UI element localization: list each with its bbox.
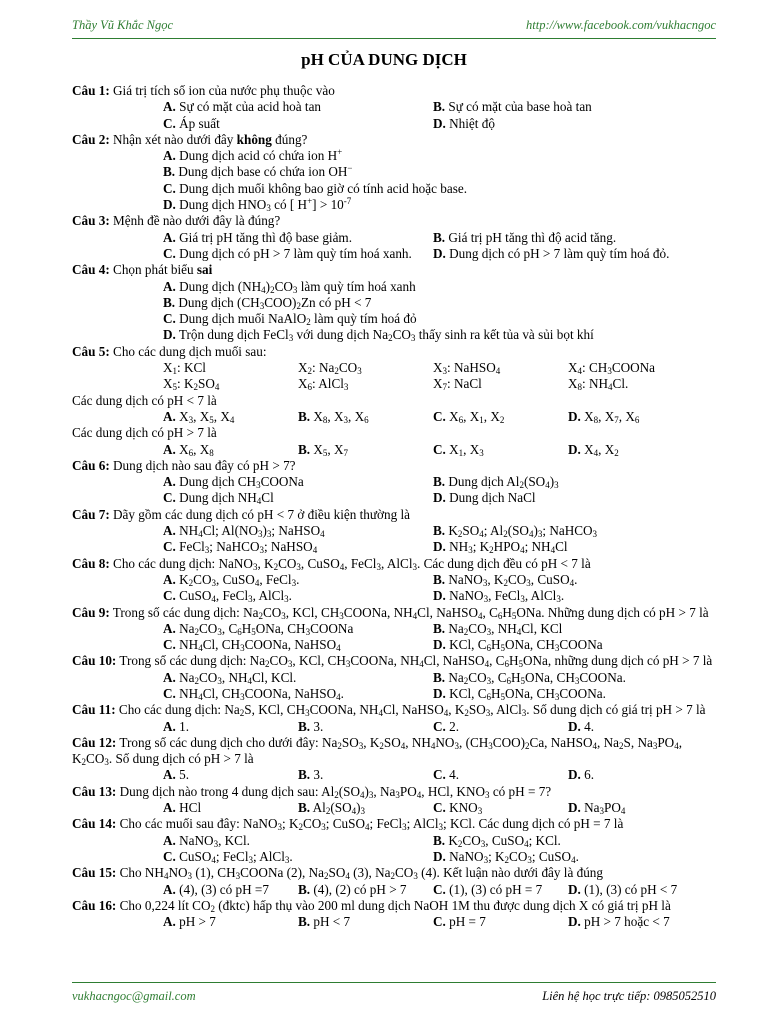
- answer-row: A. HCl B. $Al_2(SO_4)_3$ C. $KNO_3$ D. $Na_3PO_4$: [163, 800, 626, 817]
- answer-row: A. Giá trị pH tăng thì độ base giảm. B. Giá trị pH tăng thì độ acid tăng.: [163, 229, 617, 245]
- header-url-link[interactable]: http://www.facebook.com/vukhacngoc: [526, 18, 716, 32]
- answer-row: A. 5. B. 3. C. 4. D. 6.: [163, 767, 595, 783]
- answer-row: C. Dung dịch muối NaAlO$_2$ làm quỳ tím hoá đỏ: [163, 311, 417, 328]
- answer-row: C. Áp suất D. Nhiệt độ: [163, 115, 495, 131]
- answer-row: A. Dung dịch $(NH_4)_2CO_3$ làm quỳ tím hoá xanh: [163, 278, 416, 295]
- footer-contact: Liên hệ học trực tiếp: 0985052510: [542, 989, 716, 1003]
- page-header: [72, 14, 716, 36]
- answer-row: A. $X_3$, $X_5$, $X_4$ B. $X_8$, $X_3$, $X_6$ C. $X_6$, $X_1$, $X_2$ D. $X_8$, $X_7$, $X_6$: [163, 408, 640, 425]
- question-13: Câu 13: Dung dịch nào trong 4 dung dịch sau: $Al_2(SO_4)_3$, $Na_3PO_4$, HCl, $KNO_3$ có pH = 7?: [72, 783, 552, 800]
- answer-row: C. CuSO$_4$; FeCl$_3$; AlCl$_3$. D. NaNO$_3$; $K_2CO_3$; CuSO$_4$.: [163, 848, 579, 865]
- question-3: Câu 3: Mệnh đề nào dưới đây là đúng?: [72, 213, 281, 229]
- question-7: Câu 7: Dãy gồm các dung dịch có pH < 7 ở điều kiện thường là: [72, 506, 411, 522]
- answer-row: A. $Na_2CO_3$, $C_6H_5ONa$, $CH_3COONa$ B. $Na_2CO_3$, $NH_4Cl$, KCl: [163, 620, 563, 637]
- answer-row: A. Dung dịch acid có chứa ion H+: [163, 147, 343, 164]
- question-1: Câu 1: Giá trị tích số ion của nước phụ thuộc vào: [72, 83, 335, 98]
- sub-question: Các dung dịch có pH < 7 là: [72, 392, 217, 408]
- answer-row: D. Trộn dung dịch FeCl$_3$ với dung dịch $Na_2CO_3$ thấy sinh ra kết tủa và sủi bọt khí: [163, 327, 594, 344]
- page-title: pH CỦA DUNG DỊCH: [301, 50, 467, 69]
- answer-row: C. Dung dịch $NH_4Cl$ D. Dung dịch NaCl: [163, 490, 536, 507]
- answer-row: A. NaNO$_3$, KCl. B. $K_2CO_3$, CuSO$_4$; KCl.: [163, 832, 561, 849]
- answer-row: D. Dung dịch $HNO_3$ có [ $H^+] > 10^{-7}$: [163, 196, 352, 214]
- question-11: Câu 11: Cho các dung dịch: $Na_2S$, KCl, $CH_3COONa$, $NH_4Cl$, NaHSO$_4$, $K_2SO_3$, AlCl$_3$. Số dung dịch có giá trị pH > 7 là: [72, 702, 706, 719]
- salt-row: $X_5$: $K_2SO_4$ $X_6$: AlCl$_3$ $X_7$: NaCl $X_8$: $NH_4Cl$.: [163, 376, 629, 393]
- question-8: Câu 8: Cho các dung dịch: NaNO$_3$, $K_2CO_3$, CuSO$_4$, FeCl$_3$, AlCl$_3$. Các dung dịch đều có pH < 7 là: [72, 555, 591, 572]
- question-12: Câu 12: Trong số các dung dịch cho dưới đây: $Na_2SO_3$, $K_2SO_4$, $NH_4NO_3$, $(CH_3COO)_2Ca$, NaHSO$_4$, $Na_2S$, $Na_3PO_4$, $K_2CO_3$. Số dung dịch có pH > 7 là: [72, 734, 682, 768]
- sub-question: Các dung dịch có pH > 7 là: [72, 425, 217, 441]
- header-rule: [72, 38, 716, 39]
- answer-row: C. Dung dịch muối không bao giờ có tính acid hoặc base.: [163, 180, 468, 196]
- answer-row: A. $Na_2CO_3$, $NH_4Cl$, KCl. B. $Na_2CO_3$, $C_6H_5ONa$, $CH_3COONa$.: [163, 669, 626, 686]
- question-14: Câu 14: Cho các muối sau đây: NaNO$_3$; $K_2CO_3$; CuSO$_4$; FeCl$_3$; AlCl$_3$; KCl. Các dung dịch có pH = 7 là: [72, 816, 624, 833]
- question-16: Câu 16: Cho 0,224 lít $CO_2$ (đktc) hấp thụ vào 200 ml dung dịch NaOH 1M thu được dung dịch X có giá trị pH là: [72, 897, 671, 914]
- answer-row: B. Dung dịch $(CH_3COO)_2Zn$ có pH < 7: [163, 294, 372, 311]
- answer-row: A. pH > 7 B. pH < 7 C. pH = 7 D. pH > 7 hoặc < 7: [163, 914, 670, 930]
- answer-row: A. Dung dịch $CH_3COONa$ B. Dung dịch $Al_2(SO_4)_3$: [163, 474, 559, 491]
- answer-row: B. Dung dịch base có chứa ion OH−: [163, 163, 353, 180]
- question-10: Câu 10: Trong số các dung dịch: $Na_2CO_3$, KCl, $CH_3COONa$, $NH_4Cl$, NaHSO$_4$, $C_6H_5ONa$, những dung dịch có pH > 7 là: [72, 653, 713, 670]
- answer-row: A. (4), (3) có pH =7 B. (4), (2) có pH > 7 C. (1), (3) có pH = 7 D. (1), (3) có pH < 7: [163, 881, 678, 897]
- question-5: Câu 5: Cho các dung dịch muối sau:: [72, 343, 267, 359]
- answer-row: C. $NH_4Cl$, $CH_3COONa$, NaHSO$_4$ D. KCl, $C_6H_5ONa$, $CH_3COONa$: [163, 637, 603, 654]
- author-name: Thầy Vũ Khắc Ngọc: [72, 18, 174, 32]
- question-15: Câu 15: Cho $NH_4NO_3$ (1), $CH_3COONa$ (2), $Na_2SO_4$ (3), $Na_2CO_3$ (4). Kết luận nào dưới đây là đúng: [72, 865, 603, 882]
- answer-row: A. 1. B. 3. C. 2. D. 4.: [163, 718, 595, 734]
- answer-row: A. $K_2CO_3$, CuSO$_4$, FeCl$_3$. B. NaNO$_3$, $K_2CO_3$, CuSO$_4$.: [163, 571, 578, 588]
- question-4: Câu 4: Chọn phát biểu sai: [72, 262, 213, 278]
- answer-row: C. Dung dịch có pH > 7 làm quỳ tím hoá xanh. D. Dung dịch có pH > 7 làm quỳ tím hoá đỏ.: [163, 245, 670, 261]
- answer-row: A. Sự có mặt của acid hoà tan B. Sự có mặt của base hoà tan: [163, 99, 592, 115]
- footer-rule: [72, 982, 716, 983]
- question-9: Câu 9: Trong số các dung dịch: $Na_2CO_3$, KCl, $CH_3COONa$, $NH_4Cl$, NaHSO$_4$, $C_6H_5ONa$. Những dung dịch có pH > 7 là: [72, 604, 709, 621]
- salt-row: $X_1$: KCl $X_2$: $Na_2CO_3$ $X_3$: NaHSO$_4$ $X_4$: $CH_3COONa$: [163, 360, 656, 377]
- page-footer: [72, 982, 716, 1012]
- answer-row: C. FeCl$_3$; NaHCO$_3$; NaHSO$_4$ D. $NH_3$; $K_2HPO_4$; $NH_4Cl$: [163, 539, 568, 556]
- answer-row: A. $X_6$, $X_8$ B. $X_5$, $X_7$ C. $X_1$, $X_3$ D. $X_4$, $X_2$: [163, 441, 619, 458]
- answer-row: A. $NH_4Cl$; $Al(NO_3)_3$; NaHSO$_4$ B. $K_2SO_4$; $Al_2(SO_4)_3$; NaHCO$_3$: [163, 523, 598, 540]
- question-2: Câu 2: Nhận xét nào dưới đây không đúng?: [72, 131, 308, 147]
- answer-row: C. $NH_4Cl$, $CH_3COONa$, NaHSO$_4$. D. KCl, $C_6H_5ONa$, $CH_3COONa$.: [163, 685, 606, 702]
- answer-row: C. CuSO$_4$, FeCl$_3$, AlCl$_3$. D. NaNO$_3$, FeCl$_3$, AlCl$_3$.: [163, 588, 565, 605]
- footer-email-link[interactable]: vukhacngoc@gmail.com: [72, 989, 196, 1003]
- question-6: Câu 6: Dung dịch nào sau đây có pH > 7?: [72, 457, 296, 473]
- question-list: [72, 83, 720, 930]
